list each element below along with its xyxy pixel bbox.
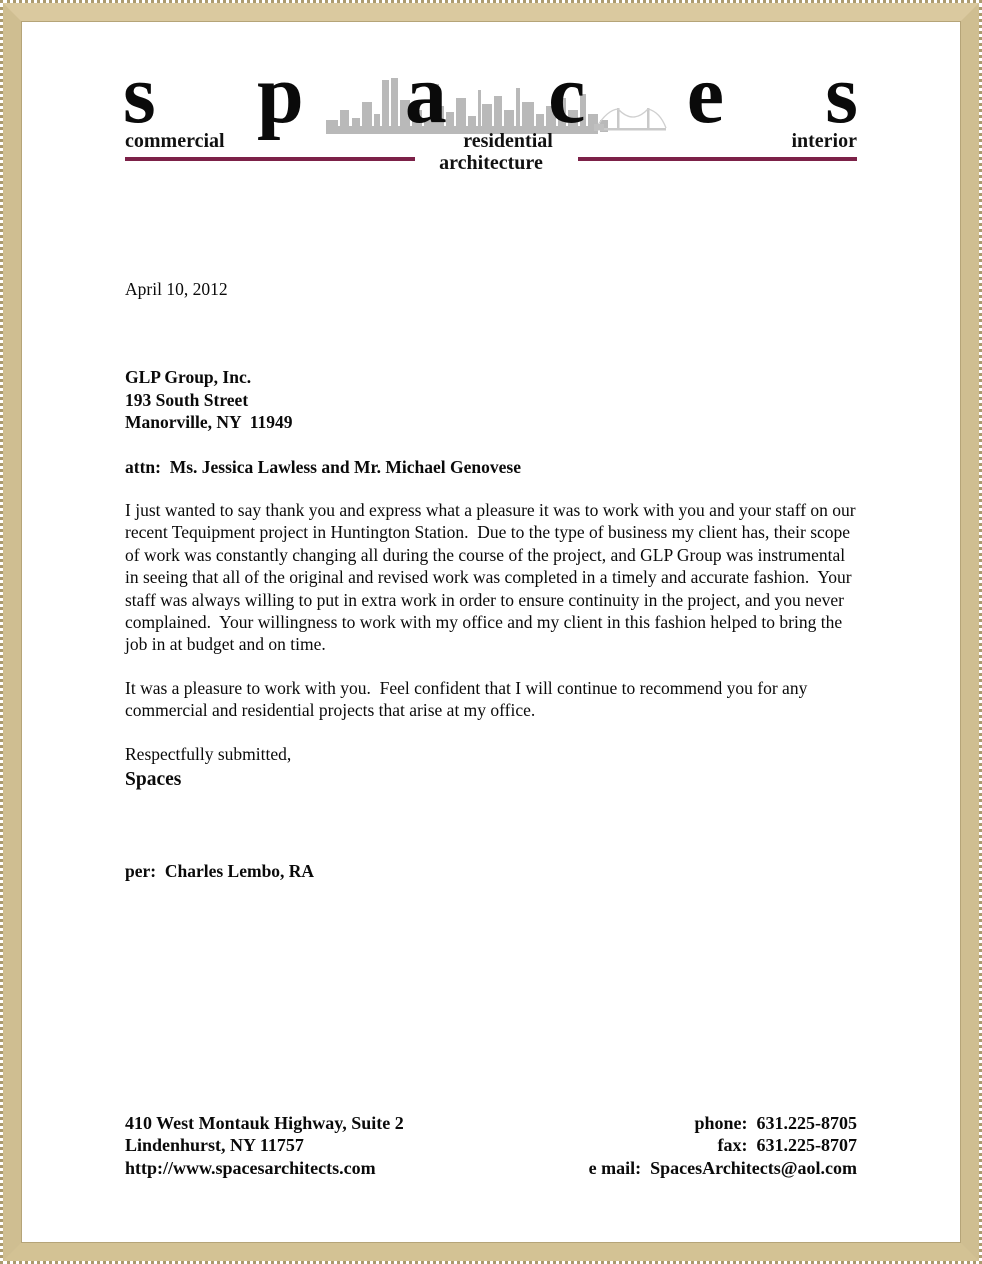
brand-letter-p: p — [256, 48, 304, 141]
recipient-street: 193 South Street — [125, 389, 249, 410]
footer-contact-block — [589, 1112, 857, 1179]
services-tagline-row — [125, 130, 857, 153]
tagline-commercial: commercial — [125, 130, 225, 152]
body-paragraph-2: It was a pleasure to work with you. Feel confident that I will continue to recommend you for any commercial and residential projects that arise at my office. — [125, 677, 812, 721]
brand-letter-a: a — [404, 48, 447, 141]
footer-address-line1: 410 West Montauk Highway, Suite 2 — [125, 1113, 404, 1133]
tagline-architecture: architecture — [439, 152, 543, 174]
recipient-name: GLP Group, Inc. — [125, 367, 252, 388]
recipient-city: Manorville, NY 11949 — [125, 412, 293, 433]
footer-fax: fax: 631.225-8707 — [717, 1135, 857, 1156]
footer-website: http://www.spacesarchitects.com — [125, 1157, 376, 1178]
brand-letter-e: e — [686, 48, 725, 141]
letter-date: April 10, 2012 — [125, 279, 228, 299]
tagline-interior: interior — [791, 130, 857, 152]
footer-phone: phone: 631.225-8705 — [694, 1113, 857, 1133]
body-paragraph-1: I just wanted to say thank you and express what a pleasure it was to work with you and your staff on our recent Tequipment project in Huntington Station. Due to the type of business my client has, their scope of work was constantly changing all during the course of the project, and GLP Group was instrumental in seeing that all of the original and revised work was completed in a timely and accurate fashion. Your staff was always willing to put in extra work in order to ensure continuity in the project, and you never complained. Your willingness to work with my office and my client in this fashion helped to bring the job in at budget and on time. — [125, 500, 861, 655]
letter-body — [125, 278, 861, 883]
footer-address-block — [125, 1112, 404, 1179]
company-signature: Spaces — [125, 769, 182, 791]
footer-email: e mail: SpacesArchitects@aol.com — [588, 1157, 857, 1178]
brand-letter-s2: s — [825, 48, 858, 141]
closing-line: Respectfully submitted, — [125, 743, 292, 764]
brand-letter-s1: s — [123, 48, 156, 141]
recipient-address-block — [125, 366, 858, 433]
footer-address-line2: Lindenhurst, NY 11757 — [125, 1135, 304, 1156]
per-signature-line: per: Charles Lembo, RA — [125, 861, 315, 882]
tagline-residential: residential — [463, 130, 553, 152]
attention-line: attn: Ms. Jessica Lawless and Mr. Michael Genovese — [125, 456, 521, 477]
brand-letter-c: c — [548, 48, 586, 141]
footer — [125, 1112, 857, 1179]
